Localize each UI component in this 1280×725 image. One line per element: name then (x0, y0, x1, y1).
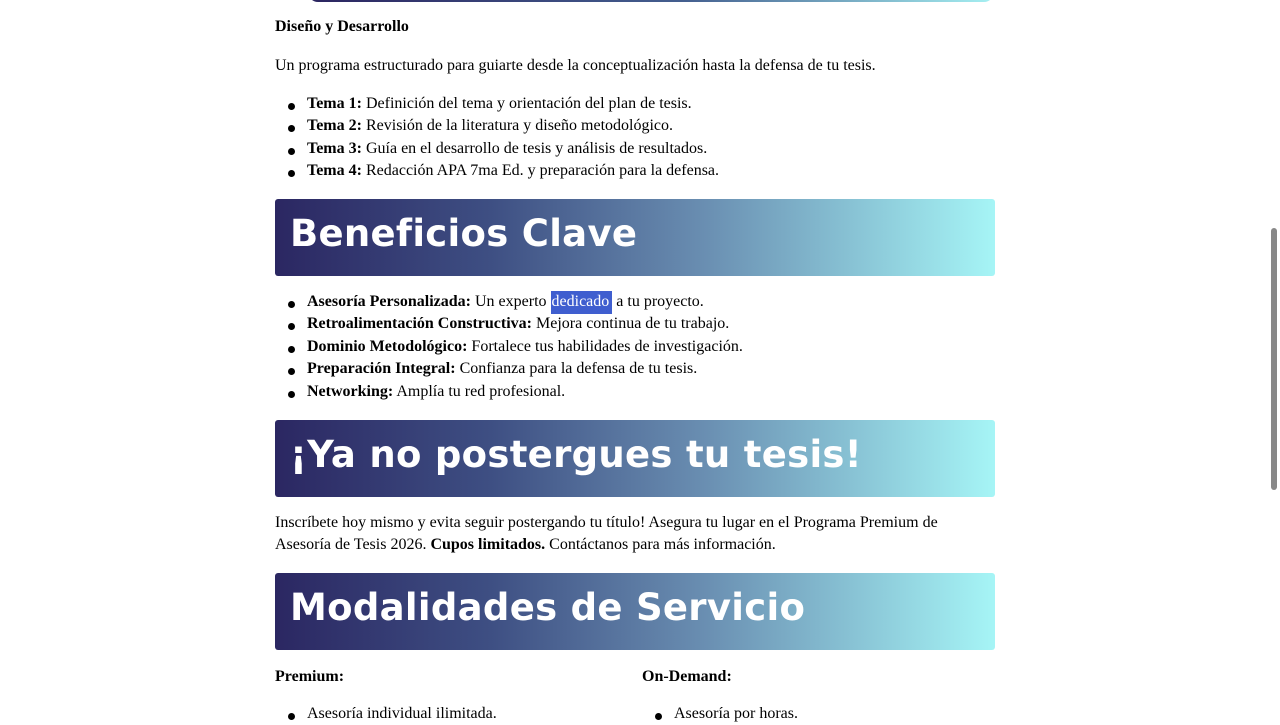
benefit-text: a tu proyecto. (612, 293, 704, 310)
cta-text: Contáctanos para más información. (545, 536, 776, 554)
topic-text: Guía en el desarrollo de tesis y análisis de resultados. (361, 139, 708, 157)
topic-text: Redacción APA 7ma Ed. y preparación para la defensa. (361, 162, 720, 180)
cta-paragraph (275, 512, 995, 557)
benefit-label: Networking: (307, 382, 394, 400)
list-item (275, 115, 719, 137)
benefit-text: Confianza para la defensa de tu tesis. (455, 360, 698, 378)
selected-text[interactable]: dedicado (551, 291, 613, 314)
list-item: Asesoría individual ilimitada. (275, 703, 615, 725)
list-item (275, 381, 743, 403)
list-item (275, 291, 743, 313)
topics-list (275, 93, 719, 183)
topic-text: Revisión de la literatura y diseño metodológico. (361, 117, 674, 135)
premium-title: Premium: (275, 668, 345, 685)
benefit-label: Preparación Integral: (307, 360, 456, 378)
cta-text: Inscríbete hoy mismo y evita seguir postergando tu título! Asegura tu lugar en el Programa Premium de Asesoría de Tesis 2026. (275, 514, 938, 554)
list-item (275, 313, 743, 335)
benefit-text: Amplía tu red profesional. (393, 382, 566, 400)
section-intro: Un programa estructurado para guiarte desde la conceptualización hasta la defensa de tu tesis. (275, 57, 876, 74)
banner-title: Beneficios Clave (290, 212, 638, 255)
list-item (275, 358, 743, 380)
benefit-text: Un experto (470, 293, 551, 310)
list-item (275, 336, 743, 358)
list-item (275, 93, 719, 115)
banner-title: ¡Ya no postergues tu tesis! (290, 433, 862, 476)
section-heading: Diseño y Desarrollo (275, 18, 409, 35)
cta-bold: Cupos limitados. (430, 536, 546, 554)
benefit-label: Asesoría Personalizada: (307, 293, 471, 310)
topic-label: Tema 3: (307, 139, 362, 157)
list-item: Asesoría por horas. (642, 703, 982, 725)
article-content (275, 0, 995, 720)
on-demand-title: On-Demand: (642, 668, 732, 685)
benefit-label: Retroalimentación Constructiva: (307, 315, 532, 333)
topic-label: Tema 1: (307, 95, 362, 112)
list-item (275, 160, 719, 182)
banner-benefits (275, 199, 995, 276)
banner-cta (275, 420, 995, 497)
banner-title: Modalidades de Servicio (290, 586, 806, 629)
benefit-label: Dominio Metodológico: (307, 337, 468, 355)
on-demand-list (642, 703, 982, 725)
topic-label: Tema 4: (307, 162, 362, 180)
topic-text: Definición del tema y orientación del plan de tesis. (361, 95, 692, 112)
benefit-text: Mejora continua de tu trabajo. (532, 315, 730, 333)
benefits-list (275, 291, 743, 403)
list-item (275, 138, 719, 160)
scrollbar[interactable] (1268, 0, 1280, 720)
benefit-text: Fortalece tus habilidades de investigación. (467, 337, 743, 355)
scrollbar-thumb[interactable] (1271, 228, 1277, 490)
premium-list (275, 703, 615, 725)
topic-label: Tema 2: (307, 117, 362, 135)
banner-modalities (275, 573, 995, 650)
